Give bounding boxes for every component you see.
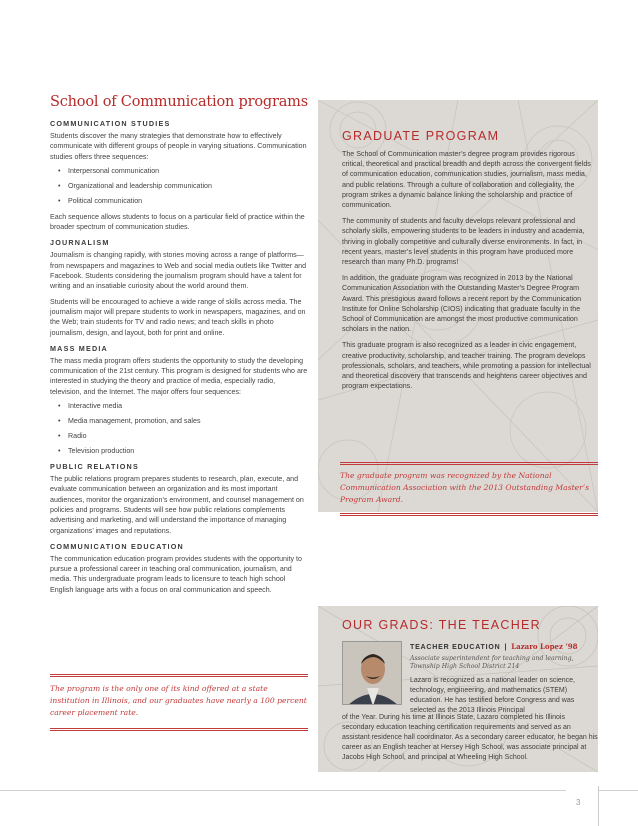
- pull-quote-text: The graduate program was recognized by the National Communication Association with the 2013 Outstanding Master’s Program Award.: [340, 471, 590, 505]
- teacher-bio-continued: of the Year. During his time at Illinois State, Lazaro completed his Illinois secondary education teaching certification requirements and served as an assistant residence hall coordinator. As a secondary career educator, he began his career as an English teacher at Hersey High School, was associate principal at Jacobs High School, and principal at Wheeling High School.: [342, 714, 598, 761]
- pull-quote-right: [340, 462, 598, 516]
- communication-education-section: [50, 542, 308, 595]
- section-heading: MASS MEDIA: [50, 343, 108, 353]
- section-text: Journalism is changing rapidly, with stories moving across a range of platforms—from newspapers and magazines to Web and social media outlets like Twitter and Facebook. Students considering the journalism program should have a talent for writing and an insatiable curiosity about the world around them.: [50, 251, 307, 291]
- list-item: • Media management, promotion, and sales: [58, 417, 308, 426]
- list-item: • Organizational and leadership communication: [58, 182, 308, 191]
- graduate-text: The community of students and faculty develops relevant professional and scholarly skills, empowering students to be leaders in industry and academia, thriving in globally competitive and culturally diverse environments. In fact, in recent years, master’s level students in this program have produced more research than many Ph.D. programs!: [342, 217, 585, 267]
- public-relations-section: [50, 462, 308, 536]
- bullet-list: [58, 167, 308, 206]
- left-column: [50, 94, 308, 601]
- footer-divider: [0, 790, 638, 791]
- section-text: The communication education program provides students with the opportunity to pursue a professional career in teaching oral communication, journalism, and media. This undergraduate program leads to licensure to teach high school English language arts with a focus on oral communication and speech.: [50, 554, 302, 594]
- grads-header: [342, 618, 598, 638]
- pull-quote-text: The program is the only one of its kind offered at a state institution in Illinois, and our graduates have nearly a 100 percent career placement rate.: [50, 684, 307, 718]
- journalism-section: [50, 238, 308, 337]
- graduate-text: The School of Communication master’s degree program provides rigorous critical, theoretical and practical breadth and depth across the convergent fields of communication education, communication studies, journalism, mass media, and public relations. Through a culture of collaboration and collegiality, the program strikes a dynamic balance linking the scholarship and practice of communication.: [342, 150, 591, 210]
- footer-vertical-rule: [598, 786, 599, 826]
- bullet-list: [58, 402, 308, 456]
- section-heading: COMMUNICATION STUDIES: [50, 119, 171, 128]
- graduate-program-heading: GRADUATE PROGRAM: [342, 129, 500, 143]
- section-text: Students will be encouraged to achieve a wide range of skills across media. The journalism major will prepare students to work in newspapers, magazines, and on the Web; train students for TV and radio news; and teach skills in photo journalism, design, and layout, both for print and online.: [50, 297, 306, 337]
- list-item: • Television production: [58, 447, 308, 456]
- teacher-name-line: [410, 642, 598, 651]
- page-number: 3: [576, 798, 581, 807]
- list-item: • Interpersonal communication: [58, 167, 308, 176]
- pull-quote-left: [50, 674, 308, 731]
- section-text: Students discover the many strategies that demonstrate how to effectively communicate with different groups of people in varying situations. Communication studies offers three sequences:: [50, 132, 307, 161]
- teacher-name: Lazaro Lopez ’98: [511, 642, 578, 651]
- list-item: • Interactive media: [58, 402, 308, 411]
- teacher-photo: [342, 641, 402, 705]
- footer-gap: [566, 786, 598, 795]
- section-text: The public relations program prepares students to research, plan, execute, and evaluate communication between an organization and its most important audiences, monitor the organization’s environment, and counsel management on policies and programs. Students will see how public relations complements advertising and marketing, and will understand the importance of managing organizations’ images and reputations.: [50, 475, 304, 535]
- teacher-info: [410, 642, 598, 716]
- separator: |: [504, 644, 508, 651]
- communication-studies-section: [50, 119, 308, 232]
- section-heading: PUBLIC RELATIONS: [50, 462, 139, 472]
- graduate-text: In addition, the graduate program was recognized in 2013 by the National Communication Association with the Outstanding Master’s Degree Program Award. This prestigious award follows a recent report by the Communication Institute for Online Scholarship (CIOS) indicating that graduate faculty in the School of Communication are amongst the most productive communication scholars in the nation.: [342, 274, 582, 334]
- page-title: School of Communication programs: [50, 94, 308, 110]
- teacher-bio: Lazaro is recognized as a national leader on science, technology, engineering, and mathematics (STEM) education. He has testified before Congress and was selected as the 2013 Illinois Principal: [410, 676, 575, 714]
- grads-heading: OUR GRADS: THE TEACHER: [342, 618, 541, 632]
- section-text: The mass media program offers students the opportunity to study the developing communication of the 21st century. This program is designed for students who are interested in studying the theory and practice of media, especially radio, television, and the Internet. The major offers four sequences:: [50, 356, 308, 396]
- mass-media-section: [50, 344, 308, 456]
- program-label: TEACHER EDUCATION: [410, 644, 501, 651]
- portrait-image: [343, 642, 402, 705]
- list-item: • Radio: [58, 432, 308, 441]
- teacher-role: Associate superintendent for teaching and learning, Township High School District 214: [410, 655, 574, 671]
- section-heading: JOURNALISM: [50, 238, 110, 248]
- graduate-text: This graduate program is also recognized as a leader in civic engagement, creative productivity, scholarship, and teacher training. The program develops professionals, scholars, and teachers, while promoting a passion for intellectual and theoretical discovery that transcends and heightens career objectives and program expectations.: [342, 341, 591, 391]
- section-text: Each sequence allows students to focus on a particular field of practice within the broader spectrum of communication studies.: [50, 212, 305, 232]
- graduate-program-content: [342, 129, 598, 397]
- list-item: • Political communication: [58, 197, 308, 206]
- section-heading: COMMUNICATION EDUCATION: [50, 541, 184, 551]
